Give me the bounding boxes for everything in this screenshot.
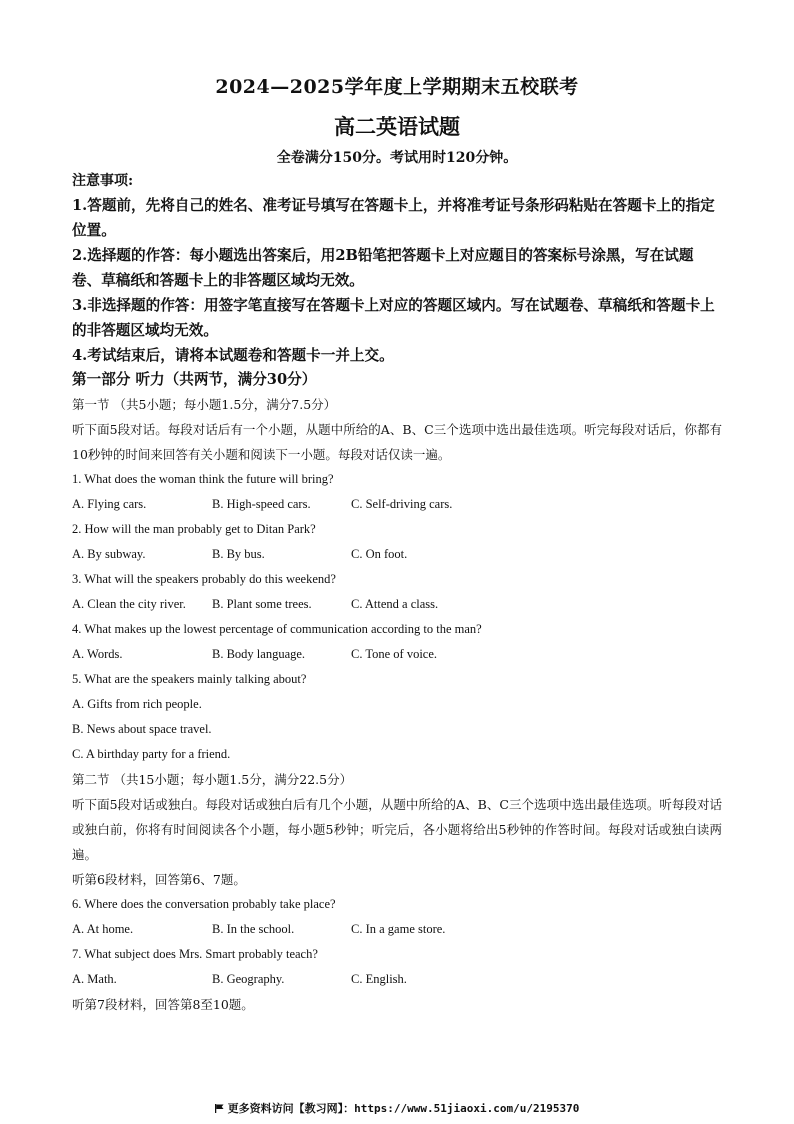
question-text: 2. How will the man probably get to Ditan Park? xyxy=(72,522,316,536)
option-a: A. At home. xyxy=(72,922,134,936)
option-c: C. In a game store. xyxy=(351,922,446,936)
question-text: 7. What subject does Mrs. Smart probably teach? xyxy=(72,947,318,961)
option-a: A. Math. xyxy=(72,972,117,986)
options-row xyxy=(72,967,722,992)
option-b: B. Body language. xyxy=(212,647,306,661)
exam-title: 2024—2025学年度上学期期末五校联考 xyxy=(215,76,579,98)
note-item: 2.选择题的作答：每小题选出答案后，用2B铅笔把答题卡上对应题目的答案标号涂黑，写在试题卷、草稿纸和答题卡上的非答题区域均无效。 xyxy=(72,247,694,289)
option-a: A. Gifts from rich people. xyxy=(72,697,202,711)
option-c: C. Self-driving cars. xyxy=(351,497,453,511)
question-1 xyxy=(72,467,722,517)
note-item: 4.考试结束后，请将本试题卷和答题卡一并上交。 xyxy=(72,347,394,364)
options-row xyxy=(72,642,722,667)
notes-heading: 注意事项: xyxy=(72,173,134,189)
question-text: 5. What are the speakers mainly talking about? xyxy=(72,672,307,686)
question-7 xyxy=(72,942,722,992)
exam-info: 全卷满分150分。考试用时120分钟。 xyxy=(276,150,518,166)
section2-heading: 第二节 （共15小题；每小题1.5分，满分22.5分） xyxy=(72,772,353,787)
option-b: B. Geography. xyxy=(212,972,285,986)
option-b: B. In the school. xyxy=(212,922,295,936)
options-row xyxy=(72,542,722,567)
options-row xyxy=(72,592,722,617)
question-2 xyxy=(72,517,722,567)
section1-instructions: 听下面5段对话。每段对话后有一个小题，从题中所给的A、B、C三个选项中选出最佳选项。听完每段对话后，你都有10秒钟的时间来回答有关小题和阅读下一小题。每段对话仅读一遍。 xyxy=(72,422,722,462)
material-7-note: 听第7段材料，回答第8至10题。 xyxy=(72,997,254,1012)
option-a: A. Flying cars. xyxy=(72,497,147,511)
material-6-note: 听第6段材料，回答第6、7题。 xyxy=(72,872,246,887)
options-row xyxy=(72,917,722,942)
question-6 xyxy=(72,892,722,942)
option-a: A. Words. xyxy=(72,647,123,661)
option-b: B. Plant some trees. xyxy=(212,597,312,611)
option-c: C. English. xyxy=(351,972,407,986)
note-item: 3.非选择题的作答：用签字笔直接写在答题卡上对应的答题区域内。写在试题卷、草稿纸和答题卡上的非答题区域均无效。 xyxy=(72,297,715,339)
question-text: 1. What does the woman think the future will bring? xyxy=(72,472,334,486)
question-text: 4. What makes up the lowest percentage of communication according to the man? xyxy=(72,622,482,636)
option-c: C. A birthday party for a friend. xyxy=(72,747,231,761)
question-5 xyxy=(72,667,722,767)
option-b: B. By bus. xyxy=(212,547,265,561)
note-item: 1.答题前，先将自己的姓名、准考证号填写在答题卡上，并将准考证号条形码粘贴在答题卡上的指定位置。 xyxy=(72,197,715,239)
flag-icon xyxy=(215,1104,224,1113)
part1-heading: 第一部分 听力（共两节，满分30分） xyxy=(72,371,317,388)
option-a: A. Clean the city river. xyxy=(72,597,186,611)
section1-heading: 第一节 （共5小题；每小题1.5分，满分7.5分） xyxy=(72,397,337,412)
question-text: 3. What will the speakers probably do this weekend? xyxy=(72,572,336,586)
exam-content xyxy=(72,170,722,1017)
question-text: 6. Where does the conversation probably take place? xyxy=(72,897,336,911)
options-row xyxy=(72,492,722,517)
exam-subtitle: 高二英语试题 xyxy=(334,114,460,139)
question-4 xyxy=(72,617,722,667)
footer-link-text[interactable]: 更多资料访问【教习网】：https://www.51jiaoxi.com/u/2195370 xyxy=(227,1102,580,1115)
footer[interactable] xyxy=(0,1100,794,1116)
question-3 xyxy=(72,567,722,617)
option-c: C. Tone of voice. xyxy=(351,647,438,661)
section2-instructions: 听下面5段对话或独白。每段对话或独白后有几个小题，从题中所给的A、B、C三个选项中选出最佳选项。听每段对话或独白前，你将有时间阅读各个小题，每小题5秒钟；听完后，各小题将给出5秒钟的作答时间。每段对话或独白读两遍。 xyxy=(72,797,722,862)
option-c: C. On foot. xyxy=(351,547,408,561)
option-a: A. By subway. xyxy=(72,547,146,561)
option-b: B. High-speed cars. xyxy=(212,497,311,511)
option-b: B. News about space travel. xyxy=(72,722,212,736)
option-c: C. Attend a class. xyxy=(351,597,439,611)
